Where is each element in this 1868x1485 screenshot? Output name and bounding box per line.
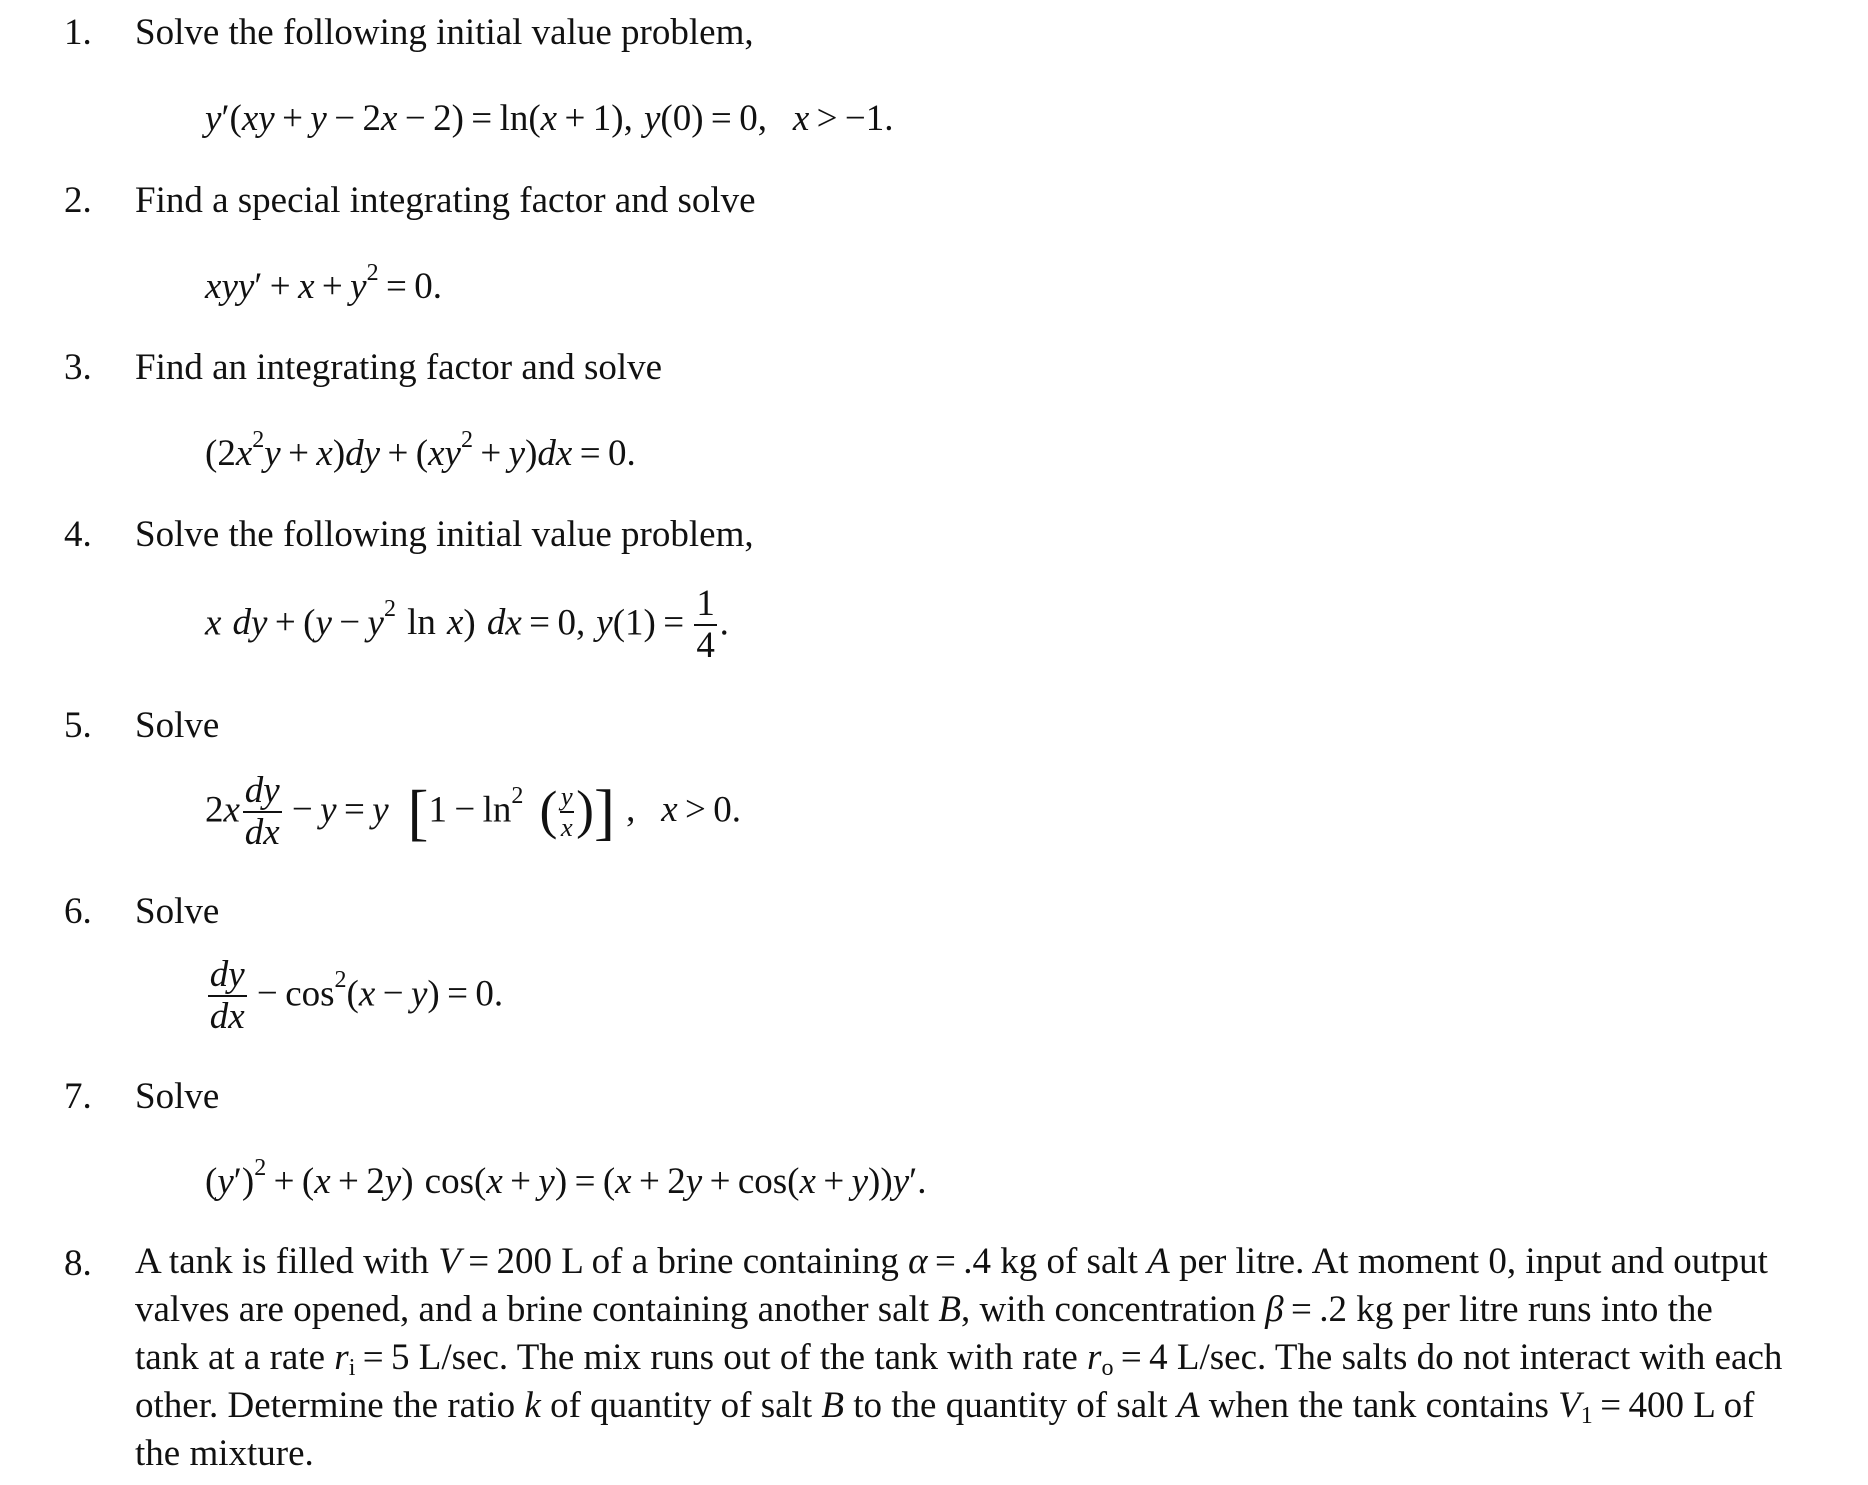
problem-7-prompt: Solve xyxy=(135,1076,220,1117)
problem-5-equation: 2x $\frac{dy}{dx}$ − y = y [$1 - \ln^2$ ( $\frac{y}{x}$ )] , x > 0. xyxy=(205,770,742,853)
problem-6-equation: $\frac{dy}{dx}$ − $\cos^2(x - y) = 0$. xyxy=(209,954,504,1037)
fraction-dy-dx: $\frac{dy}{dx}$ xyxy=(244,770,280,853)
problem-1-equation: y′(xy + y − 2x − 2) = ln(x + 1), y(0) = 0, x > −1. xyxy=(205,98,894,139)
problem-5-number: 5. xyxy=(64,705,92,746)
problem-2-equation: $xyy' + x + y^2 = 0$. xyxy=(205,259,443,307)
problem-1-number: 1. xyxy=(64,12,92,53)
fraction-one-quarter: $\frac{1}{4}$ xyxy=(696,583,715,666)
problem-4-equation: x dy + ($y - y^2$ ln x) dx = 0, y(1) = $\frac{1}{4}$ . xyxy=(205,583,729,666)
problem-4-prompt: Solve the following initial value problem, xyxy=(135,514,754,555)
problem-7-equation: $(y')^2 + (x + 2y) \cos(x + y) = (x + 2y + \cos(x + y))y'$. xyxy=(205,1154,927,1202)
problem-3-equation: $(2x^2y + x)dy + (xy^2 + y)dx = 0$. xyxy=(205,426,636,474)
problem-4-number: 4. xyxy=(64,514,92,555)
fraction-dy-dx: $\frac{dy}{dx}$ xyxy=(209,954,245,1037)
fraction-y-over-x: $\frac{y}{x}$ xyxy=(560,781,573,843)
problem-6-number: 6. xyxy=(64,891,92,932)
problem-8-number: 8. xyxy=(64,1243,92,1284)
problem-5-prompt: Solve xyxy=(135,705,220,746)
problem-1-prompt: Solve the following initial value problem, xyxy=(135,12,754,53)
problem-3-number: 3. xyxy=(64,347,92,388)
problem-7-number: 7. xyxy=(64,1076,92,1117)
problem-2-prompt: Find a special integrating factor and solve xyxy=(135,180,756,221)
problem-8-text: A tank is filled with V = 200 L of a brine containing α = .4 kg of salt A per litre. At moment 0, input and output valves are opened, and a brine containing another salt B, with concentration β = .2 kg per litre runs into the tank at a rate $r_i = 5$ L/sec. The mix runs out of the tank with rate $r_o = 4$ L/sec. The salts do not interact with each other. Determine the ratio k of quantity of salt B to the quantity of salt A when the tank contains $V_1 = 400$ L of the mixture. xyxy=(135,1241,1783,1474)
problem-2-number: 2. xyxy=(64,180,92,221)
problem-6-prompt: Solve xyxy=(135,891,220,932)
problem-3-prompt: Find an integrating factor and solve xyxy=(135,347,663,388)
